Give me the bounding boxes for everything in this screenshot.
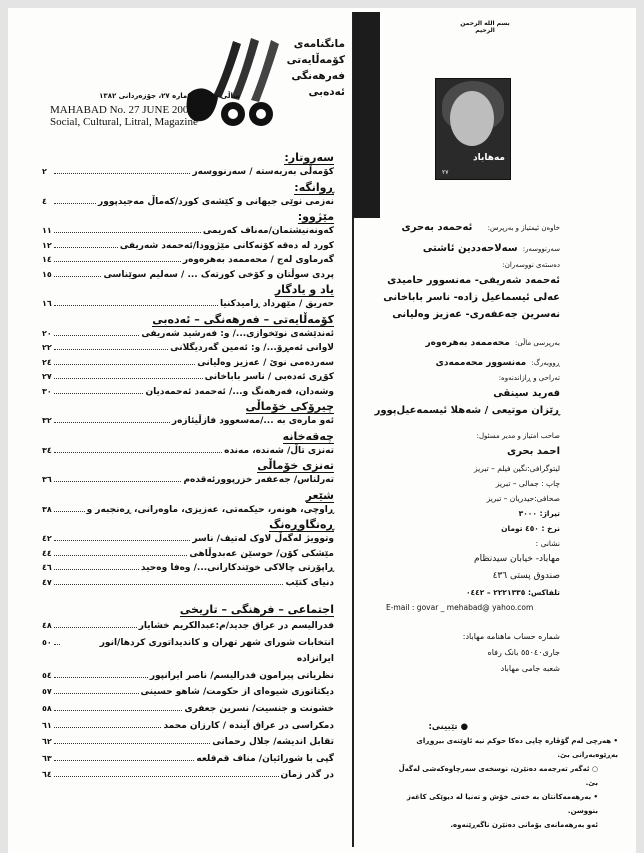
dot-leader — [54, 547, 187, 556]
toc-entry — [42, 224, 334, 239]
section-title: چیرۆکی خۆماڵی — [245, 400, 334, 413]
entry-title: فدرالیسم در عراق جدید/م:عبدالکریم خشایار — [138, 621, 334, 631]
entry-page: ٢٠ — [42, 328, 52, 338]
dot-leader — [54, 444, 222, 453]
magazine-page — [8, 8, 636, 853]
toc-entry — [42, 503, 334, 518]
finance-name: محەممەد بەهرەوەر — [425, 338, 510, 348]
section-title: شێعر — [305, 488, 334, 502]
dot-leader — [54, 685, 139, 694]
entry-page: ٤٦ — [42, 563, 52, 572]
toc-entry — [42, 268, 334, 283]
print-line: نرخ : ٤٥٠ تومان — [501, 524, 560, 533]
dot-leader — [54, 356, 195, 365]
entry-page: ٣٠ — [42, 386, 52, 396]
section-items — [42, 618, 334, 784]
toc-entry — [42, 718, 334, 735]
entry-title: تەنزی تاڵ/ شەندە، مەندە — [224, 445, 334, 456]
entry-title: دمکراسی در عراق آینده / کارزان محمد — [163, 720, 334, 731]
dot-leader — [54, 195, 96, 204]
section-heading — [42, 430, 334, 444]
table-of-contents — [42, 150, 334, 784]
entry-page: ٣٤ — [42, 445, 52, 455]
dot-leader — [54, 239, 118, 248]
entry-page: ٢٤ — [42, 357, 52, 367]
entry-title: نظریاتی پیرامون فدرالیسم/ ناصر ایرانپور — [149, 670, 334, 681]
entry-title: انتخابات شورای شهر تهران و کاندیداتوری کردها/انور ایرانزاده — [99, 637, 334, 665]
dot-leader — [54, 735, 210, 744]
subtitle-line: مانگنامەی — [293, 38, 345, 50]
toc-entry — [42, 370, 334, 385]
board-label: دەستەی نووسەران: — [502, 261, 560, 269]
toc-entry — [42, 576, 334, 591]
entry-title: ئەندێشەی نوێخوازی.../ و: فەرشید شەریفی — [141, 328, 334, 339]
section-title: ڕەنگاوڕەنگ — [269, 518, 334, 531]
entry-page: ٤٢ — [42, 534, 52, 543]
section-items — [42, 165, 334, 180]
entry-title: تقابل اندیشه/ جلال رحمانی — [212, 737, 334, 748]
print-line: صحافی:حیدریان – تبریز — [486, 494, 560, 503]
fa-owner-label: صاحب امتیاز و مدیر مسئول: — [476, 432, 560, 440]
entry-page: ١٢ — [42, 240, 52, 250]
cover-image — [435, 78, 511, 180]
dot-leader — [54, 719, 161, 728]
entry-page: ٦٣ — [42, 753, 52, 763]
dot-leader — [54, 752, 194, 761]
entry-page: ٥٤ — [42, 670, 52, 680]
dot-leader — [54, 253, 181, 262]
entry-title: مێشکی کۆن/ حوسێن عەبدوڵاهی — [189, 548, 334, 559]
note-line: ئەگەر تەرجەمە دەنێرن، نوسخەی سەرچاوەکەشی لەگەڵ بێ. — [398, 765, 598, 787]
section-heading — [42, 602, 334, 618]
toc-entry — [42, 618, 334, 635]
toc-entry — [42, 701, 334, 718]
toc-entry — [42, 385, 334, 400]
entry-page: ٦٢ — [42, 737, 52, 747]
magazine-subtitle — [255, 36, 345, 100]
entry-title: وشەدان، فەرهەنگ و.../ ئەحمەد ئەحمەدیان — [145, 386, 334, 397]
subtitle-line: ئەدەبی — [308, 86, 345, 98]
address-line: صندوق پستی ٤٣٦ — [492, 571, 560, 581]
toc-entry — [42, 532, 334, 547]
entry-page: ٢٢ — [42, 343, 52, 352]
entry-page: ٢ — [42, 167, 47, 176]
basmala-calligraphy: بسم الله الرحمن الرحیم — [460, 20, 510, 34]
issue-kurdish: ساڵی سێیەم، ژمارە ٢٧، جۆزەردانی ١٣٨٢ — [99, 92, 240, 100]
account-line: شعبه جامی مهاباد — [500, 664, 560, 673]
account-line: جاری٥٥٠٤٠ بانک رفاه — [487, 648, 560, 657]
board-line: ئەحمەد شەریفی- مەنسوور حامیدی — [387, 275, 560, 286]
print-line: تیراژ: ٣٠٠٠ — [518, 509, 560, 518]
entry-title: لاوانی ئەمڕۆ.../ و: ئەمین گەردیگلانی — [170, 343, 334, 353]
section-items — [42, 414, 334, 429]
section-title: تەنزی خۆماڵی — [257, 459, 334, 472]
toc-entry — [42, 561, 334, 576]
section-heading — [42, 400, 334, 414]
issue-english — [50, 104, 198, 128]
note-title: تێبینی: — [428, 722, 458, 732]
tagline: Social, Cultural, Litral, Magazine — [50, 116, 198, 128]
cover-name: مەنسوور محەممەدی — [435, 358, 527, 368]
entry-title: سەردەمی نوێ / عەزیز وەلیانی — [197, 357, 334, 368]
dot-leader — [54, 414, 170, 423]
section-heading — [42, 210, 334, 224]
section-items — [42, 532, 334, 590]
toc-entry — [42, 195, 334, 210]
print-line: چاپ : جمالی – تبریز — [495, 479, 560, 488]
decorative-bar — [353, 12, 380, 218]
toc-entry — [42, 327, 334, 342]
dot-leader — [54, 297, 218, 306]
section-heading — [42, 283, 334, 297]
toc-entry — [42, 165, 334, 180]
entry-page: ٤ — [42, 196, 47, 206]
entry-title: ئەو مارەی بە .../مەسعوود فازڵیئازەر — [171, 416, 334, 426]
design-line: ڕێزان موتیعی / شەهلا ئیسمەعیل‌پوور — [374, 405, 560, 416]
address-line: مهاباد- خیابان سیدنظام — [474, 554, 560, 564]
entry-page: ٥٨ — [42, 703, 52, 713]
design-label: تەراحی و ڕازاندنەوە: — [498, 374, 560, 382]
section-items — [42, 195, 334, 210]
editor-name: سەلاحەددین ئاشتی — [422, 243, 518, 254]
entry-page: ١٥ — [42, 269, 52, 279]
dot-leader — [54, 669, 148, 678]
entry-page: ٣٨ — [42, 504, 52, 514]
dot-leader — [54, 370, 203, 379]
toc-entry — [42, 414, 334, 429]
dot-leader — [54, 532, 190, 541]
section-title: ڕوانگە: — [294, 180, 334, 194]
dot-leader — [54, 268, 101, 277]
note-line: هەرچی لەم گۆڤارە چاپی دەکا حوکم نیە ئاوێنەی بیروڕای بەڕێوەبەرانی بێ. — [416, 737, 618, 759]
note-line: بەرهەمەکانتان بە خەتی خۆش و تەنیا لە دیوێکی کاغەز بنووسن. — [406, 793, 598, 815]
account-line: شماره حساب ماهنامه مهاباد: — [462, 632, 560, 641]
entry-title: گپی با شورائیان/ مناف قم‌قلعه — [196, 753, 334, 764]
dot-leader — [54, 341, 168, 350]
entry-title: گەرماوی لەج / محەممەد بەهرەوەر — [182, 255, 334, 265]
entry-page: ٤٨ — [42, 621, 52, 630]
subtitle-line: فەرهەنگی — [291, 70, 345, 82]
entry-page: ٤٤ — [42, 548, 52, 558]
owner-name: ئەحمەد بەحری — [401, 222, 473, 233]
entry-title: کەونەنیشتمان/مەناف کەریمی — [202, 226, 334, 236]
dot-leader — [54, 473, 181, 482]
section-items — [42, 327, 334, 400]
entry-title: کۆڕی ئەدەبی / ناسر باباخانی — [204, 372, 334, 382]
owner-label: خاوەن ئیمتیاز و بەرپرس: — [487, 224, 560, 232]
entry-page: ٥٧ — [42, 687, 52, 697]
dot-leader — [54, 385, 143, 394]
entry-title: دنیای کتێب — [285, 577, 334, 588]
fa-owner-name: احمد بحری — [507, 446, 560, 457]
section-title: کۆمەڵایەتی – فەرهەنگی – ئەدەبی — [152, 312, 334, 326]
entry-title: خشونت و جنسیت/ نسرین جعفری — [184, 703, 334, 714]
entry-title: کۆمەڵی بەربەستە / سەرنووسەر — [192, 167, 334, 177]
toc-entry — [42, 297, 334, 312]
section-items — [42, 473, 334, 488]
section-title: چەقەخانە — [282, 429, 334, 443]
entry-title: حەریق / مێهرداد ڕامیدکنیا — [219, 299, 334, 309]
toc-entry — [42, 668, 334, 685]
entry-page: ١٤ — [42, 255, 52, 264]
section-heading — [42, 181, 334, 195]
section-heading — [42, 151, 334, 165]
entry-page: ١٦ — [42, 299, 52, 308]
dot-leader — [54, 768, 279, 777]
section-heading — [42, 313, 334, 327]
entry-title: کورد لە دەقە کۆنەکانی مێژوودا/ئەحمەد شەریفی — [119, 240, 334, 251]
entry-title: وتوویژ لەگەڵ لاوک لەتیف/ ناسر — [192, 534, 334, 544]
entry-title: ڕاوچی، هونەر، حیکمەتی، عەزیزی، ماوەرانی، ڕەنجبەر و — [86, 504, 334, 515]
cover-number: ٢٧ — [442, 169, 449, 176]
toc-entry — [42, 444, 334, 459]
toc-entry — [42, 684, 334, 701]
dot-leader — [54, 636, 60, 645]
section-heading — [42, 518, 334, 532]
section-title: اجتماعی – فرهنگی – تاریخی — [179, 603, 334, 616]
section-title: سەروتار: — [284, 151, 334, 164]
notes: ● تێبینی: • هەرچی لەم گۆڤارە چاپی دەکا حوکم نیە ئاوێنەی بیروڕای بەڕێوەبەرانی بێ. ○ ئەگەر تەرجەمە دەنێرن، نوسخەی سەرچاوەکەشی لەگەڵ بێ. • بەرهەمەکانتان بە خەتی خۆش و تەنیا لە دیوێکی کاغەز بنووسن. ئەو بەرهەمانەی بۆمانی دەنێرن ناگەڕێنەوە. — [388, 720, 618, 832]
subtitle-line: کۆمەڵایەتی — [286, 54, 345, 66]
note-line: ئەو بەرهەمانەی بۆمانی دەنێرن ناگەڕێنەوە. — [450, 821, 598, 829]
entry-page: ٦١ — [42, 720, 52, 730]
section-items — [42, 444, 334, 459]
dot-leader — [54, 561, 139, 570]
toc-entry — [42, 734, 334, 751]
toc-entry — [42, 767, 334, 784]
dot-leader — [54, 327, 139, 336]
editor-label: سەرنووسەر: — [522, 245, 560, 253]
telefax: تلفاکس: ٢٢٢١٣٣٥ – ٠٤٤٢ — [465, 588, 560, 597]
entry-title: ڕاپۆرتی چالاکی خوێندکارانی.../ وەفا وەحید — [140, 563, 334, 573]
entry-page: ٢٧ — [42, 372, 52, 381]
dot-leader — [54, 702, 182, 711]
entry-page: ٣٢ — [42, 416, 52, 425]
toc-entry — [42, 341, 334, 356]
dot-leader — [54, 165, 190, 174]
email: E-mail : govar _ mehabad@ yahoo.com — [386, 603, 534, 612]
entry-page: ٥٠ — [42, 637, 52, 647]
section-heading — [42, 489, 334, 503]
finance-label: بەرپرسی ماڵی: — [514, 339, 560, 347]
cover-label: ڕووبەرگ: — [531, 359, 560, 367]
bank-account — [370, 629, 560, 677]
entry-title: نەزمی نوێی جیهانی و کێشەی کورد/کەماڵ مەجیدپوور — [98, 196, 334, 207]
print-line: لیتوگرافی:نگین فیلم – تبریز — [474, 464, 560, 473]
cover-title: مەهاباد — [472, 153, 505, 163]
entry-title: پردی سوڵتان و کۆخی کورتەک ... / سەلیم سوێناسی — [103, 269, 334, 280]
section-heading — [42, 459, 334, 473]
section-title: یاد و یادگار — [274, 283, 334, 296]
issue-number: MAHABAD No. 27 JUNE 2003 — [50, 104, 194, 116]
toc-entry — [42, 356, 334, 371]
section-items — [42, 297, 334, 312]
toc-entry — [42, 239, 334, 254]
section-items — [42, 503, 334, 518]
entry-title: دیکتاتوری شیوه‌ای از حکومت/ شاهو حسینی — [140, 687, 334, 698]
entry-page: ٦٤ — [42, 770, 52, 780]
dot-leader — [54, 224, 201, 233]
board-line: نەسرین جەعفەری- عەزیز وەلیانی — [392, 309, 560, 320]
entry-page: ١١ — [42, 226, 52, 235]
dot-leader — [54, 619, 137, 628]
print-line: نشانی : — [535, 539, 560, 548]
entry-page: ٣٦ — [42, 475, 52, 484]
dot-leader — [54, 576, 283, 585]
board-line: عەلی ئیسماعیل زادە- ناسر باباخانی — [383, 292, 560, 303]
toc-entry — [42, 635, 334, 668]
toc-entry — [42, 751, 334, 768]
toc-entry — [42, 473, 334, 488]
toc-entry — [42, 253, 334, 268]
design-line: فەرید سینقی — [493, 388, 560, 399]
entry-title: تەرلناس/ جەعفەر خزرپوورئەقدەم — [183, 475, 334, 485]
staff-box — [370, 216, 560, 677]
toc-entry — [42, 547, 334, 562]
section-title: مێژوو: — [297, 210, 334, 223]
entry-page: ٤٧ — [42, 577, 52, 587]
section-items — [42, 224, 334, 282]
entry-title: در گذر زمان — [280, 770, 334, 781]
dot-leader — [54, 503, 85, 512]
